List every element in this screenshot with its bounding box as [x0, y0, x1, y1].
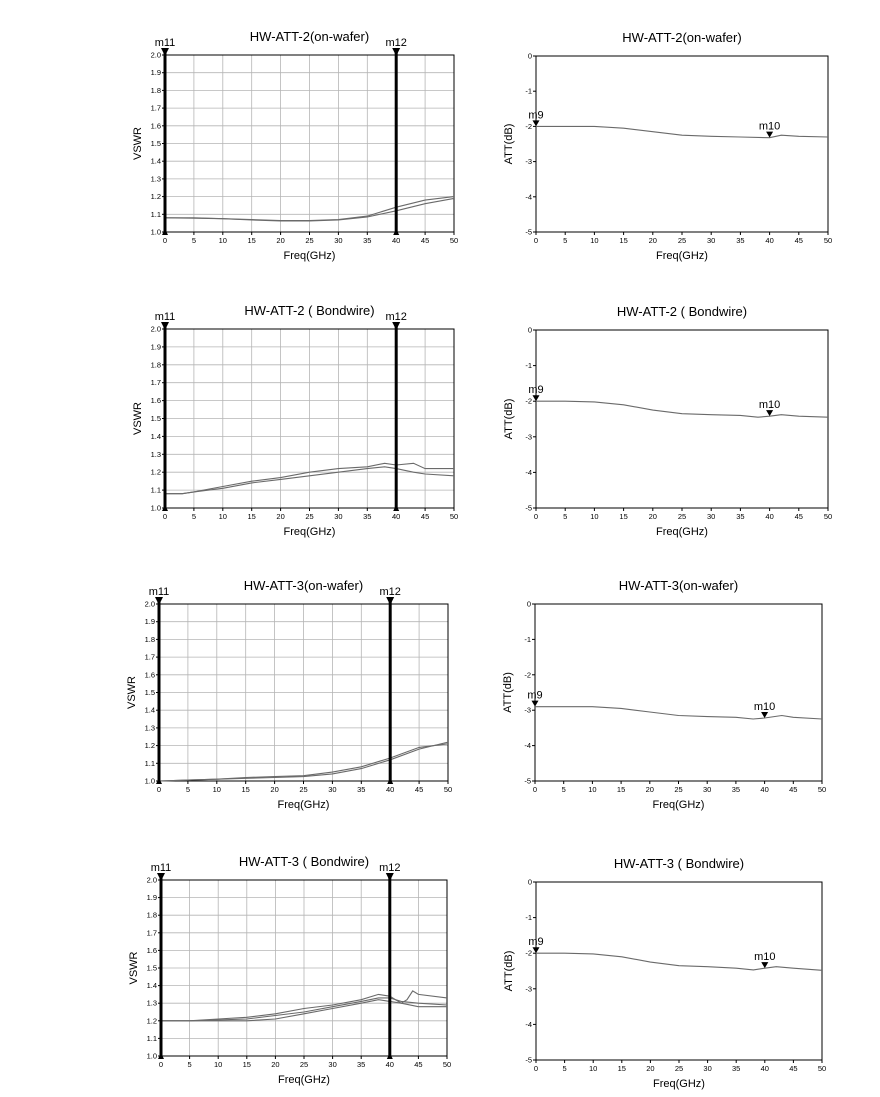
x-tick-label: 20	[646, 1064, 655, 1073]
x-tick-label: 50	[823, 236, 833, 245]
y-tick-label: 1.3	[144, 723, 155, 733]
chart-title: HW-ATT-3 ( Bondwire)	[238, 854, 370, 869]
series-line-1	[535, 707, 822, 719]
x-tick-label: 25	[677, 512, 687, 521]
x-axis-label: Freq(GHz)	[652, 799, 705, 811]
chart-title: HW-ATT-3(on-wafer)	[618, 578, 739, 593]
y-tick-label: -3	[525, 432, 532, 442]
x-tick-label: 15	[617, 1064, 626, 1073]
x-tick-label: 0	[533, 1064, 539, 1073]
x-axis-label: Freq(GHz)	[278, 1074, 330, 1086]
x-tick-label: 45	[420, 512, 430, 521]
x-tick-label: 50	[817, 785, 827, 794]
y-tick-label: 1.8	[150, 360, 161, 370]
x-tick-label: 15	[242, 1060, 251, 1069]
x-tick-label: 25	[305, 236, 314, 245]
y-tick-label: 1.5	[144, 688, 155, 697]
x-tick-label: 30	[707, 512, 716, 521]
y-tick-label: -1	[525, 913, 532, 923]
x-tick-label: 45	[414, 1060, 423, 1069]
x-tick-label: 35	[357, 1060, 366, 1069]
x-axis-label: Freq(GHz)	[283, 250, 336, 262]
x-tick-label: 0	[162, 512, 168, 521]
y-tick-label: 1.7	[144, 652, 155, 662]
x-tick-label: 20	[648, 512, 657, 521]
x-tick-label: 40	[760, 1064, 769, 1073]
x-tick-label: 35	[736, 236, 745, 245]
x-tick-label: 25	[677, 236, 687, 245]
y-tick-label: -1	[524, 634, 531, 644]
y-tick-label: 1.1	[150, 485, 161, 495]
x-tick-label: 30	[334, 236, 343, 245]
y-tick-label: -3	[524, 705, 531, 715]
y-tick-label: 1.8	[146, 910, 157, 920]
x-tick-label: 35	[357, 785, 366, 794]
y-axis-label: VSWR	[132, 402, 144, 435]
x-tick-label: 40	[392, 236, 401, 245]
x-tick-label: 45	[794, 512, 803, 521]
x-tick-label: 35	[731, 785, 741, 794]
chart-title: HW-ATT-2(on-wafer)	[622, 30, 742, 45]
x-tick-label: 10	[218, 512, 227, 521]
marker-label-m9: m9	[527, 689, 543, 702]
marker-label-m12: m12	[385, 37, 407, 49]
x-tick-label: 0	[156, 785, 162, 794]
x-tick-label: 15	[619, 236, 628, 245]
y-tick-label: 1.8	[144, 634, 155, 644]
x-tick-label: 40	[765, 512, 774, 521]
marker-label-m10: m10	[758, 399, 781, 412]
x-tick-label: 35	[363, 512, 372, 521]
x-tick-label: 10	[590, 236, 599, 245]
x-axis-label: Freq(GHz)	[277, 799, 330, 811]
plot-frame	[536, 882, 822, 1060]
x-tick-label: 0	[533, 236, 539, 245]
chart-1	[132, 29, 458, 262]
x-tick-label: 45	[794, 236, 803, 245]
y-tick-label: 1.5	[146, 963, 157, 973]
y-tick-label: -2	[525, 396, 532, 406]
x-tick-label: 5	[561, 785, 566, 794]
y-tick-label: 1.1	[144, 758, 155, 768]
y-axis-label: VSWR	[128, 951, 140, 985]
x-axis-label: Freq(GHz)	[283, 526, 336, 538]
y-tick-label: 1.9	[150, 342, 161, 352]
y-tick-label: 1.2	[150, 192, 161, 202]
x-tick-label: 15	[241, 785, 250, 794]
y-tick-label: 1.6	[144, 670, 155, 680]
x-tick-label: 15	[247, 236, 256, 245]
marker-label-m10: m10	[753, 700, 776, 713]
series-line-1	[536, 953, 822, 970]
y-tick-label: -5	[525, 227, 532, 237]
y-axis-label: ATT(dB)	[503, 398, 515, 440]
x-tick-label: 50	[443, 785, 453, 794]
x-tick-label: 5	[191, 512, 196, 521]
y-tick-label: -4	[525, 192, 532, 202]
y-tick-label: 1.4	[150, 431, 161, 441]
x-tick-label: 40	[760, 785, 769, 794]
chart-title: HW-ATT-2(on-wafer)	[249, 29, 370, 44]
x-tick-label: 10	[588, 785, 597, 794]
marker-label-m11: m11	[154, 37, 176, 49]
y-tick-label: 1.3	[146, 998, 157, 1008]
y-tick-label: 1.0	[146, 1051, 157, 1061]
y-tick-label: 1.9	[146, 893, 157, 903]
x-tick-label: 20	[270, 785, 279, 794]
y-tick-label: 1.5	[150, 414, 161, 423]
y-tick-label: 1.9	[150, 68, 161, 78]
x-tick-label: 10	[214, 1060, 223, 1069]
y-tick-label: -4	[525, 467, 532, 477]
grid	[165, 329, 454, 508]
grid	[165, 55, 454, 232]
marker-label-m9: m9	[528, 109, 544, 122]
x-tick-label: 50	[817, 1064, 827, 1073]
y-tick-label: 1.2	[144, 741, 155, 751]
x-tick-label: 25	[299, 1060, 309, 1069]
x-tick-label: 5	[187, 1060, 192, 1069]
y-tick-label: -3	[525, 157, 532, 167]
y-tick-label: -5	[525, 1055, 532, 1065]
y-tick-label: 1.6	[150, 121, 161, 131]
plot-frame	[535, 604, 822, 781]
x-tick-label: 15	[619, 512, 628, 521]
x-tick-label: 50	[449, 236, 459, 245]
x-tick-label: 30	[703, 1064, 712, 1073]
marker-label-m12: m12	[379, 862, 401, 874]
x-tick-label: 5	[191, 236, 196, 245]
chart-7	[128, 854, 451, 1086]
marker-label-m11: m11	[154, 311, 176, 323]
x-axis-label: Freq(GHz)	[656, 250, 708, 262]
y-tick-label: 1.2	[146, 1016, 157, 1026]
plot-frame	[536, 330, 828, 508]
x-tick-label: 30	[334, 512, 343, 521]
x-tick-label: 30	[328, 1060, 337, 1069]
series-line-1	[536, 401, 828, 417]
y-tick-label: -5	[524, 776, 531, 786]
x-tick-label: 40	[385, 1060, 394, 1069]
chart-title: HW-ATT-3 ( Bondwire)	[613, 856, 745, 871]
x-tick-label: 20	[276, 512, 285, 521]
x-tick-label: 20	[645, 785, 654, 794]
y-tick-label: 1.9	[144, 617, 155, 627]
y-tick-label: 1.0	[150, 227, 161, 237]
x-tick-label: 40	[386, 785, 395, 794]
y-tick-label: 0	[527, 877, 532, 887]
x-tick-label: 10	[589, 1064, 598, 1073]
y-tick-label: -2	[524, 670, 531, 680]
y-tick-label: 0	[527, 51, 532, 61]
y-tick-label: 1.7	[150, 103, 161, 113]
y-axis-label: ATT(dB)	[502, 672, 514, 713]
x-tick-label: 45	[789, 1064, 798, 1073]
x-tick-label: 10	[590, 512, 599, 521]
y-tick-label: -5	[525, 503, 532, 513]
x-tick-label: 50	[823, 512, 833, 521]
y-tick-label: 1.7	[146, 928, 157, 938]
y-tick-label: 0	[526, 599, 531, 609]
y-tick-label: 1.1	[146, 1033, 157, 1043]
y-tick-label: 1.6	[150, 396, 161, 406]
chart-title: HW-ATT-2 ( Bondwire)	[244, 303, 375, 318]
chart-3	[132, 303, 458, 538]
y-tick-label: 1.3	[150, 174, 161, 184]
y-axis-label: VSWR	[126, 676, 138, 709]
x-tick-label: 25	[674, 785, 683, 794]
chart-title: HW-ATT-2 ( Bondwire)	[616, 304, 748, 319]
y-tick-label: 1.4	[146, 981, 157, 991]
y-tick-label: 2.0	[146, 875, 157, 885]
x-tick-label: 5	[563, 512, 568, 521]
marker-label-m10: m10	[758, 120, 781, 133]
x-tick-label: 35	[363, 236, 372, 245]
y-tick-label: -4	[524, 741, 531, 751]
x-tick-label: 45	[414, 785, 424, 794]
x-axis-label: Freq(GHz)	[656, 526, 708, 538]
chart-5	[126, 578, 452, 811]
x-tick-label: 0	[158, 1060, 164, 1069]
y-tick-label: 1.1	[150, 209, 161, 219]
y-tick-label: -2	[525, 121, 532, 131]
y-axis-label: ATT(dB)	[503, 950, 515, 992]
x-tick-label: 5	[562, 1064, 567, 1073]
x-tick-label: 30	[328, 785, 337, 794]
y-tick-label: 1.0	[150, 503, 161, 513]
x-tick-label: 35	[736, 512, 745, 521]
y-tick-label: 1.5	[150, 139, 161, 148]
grid	[161, 880, 447, 1056]
y-axis-label: VSWR	[132, 127, 144, 160]
chart-2	[503, 30, 832, 262]
x-tick-label: 20	[276, 236, 285, 245]
y-tick-label: 1.7	[150, 378, 161, 388]
x-tick-label: 0	[532, 785, 538, 794]
x-tick-label: 25	[674, 1064, 684, 1073]
x-tick-label: 45	[420, 236, 430, 245]
x-tick-label: 50	[449, 512, 459, 521]
x-tick-label: 15	[247, 512, 256, 521]
chart-title: HW-ATT-3(on-wafer)	[243, 578, 364, 593]
x-tick-label: 45	[789, 785, 798, 794]
y-tick-label: 2.0	[150, 50, 161, 60]
marker-label-m11: m11	[150, 862, 172, 874]
x-tick-label: 0	[162, 236, 168, 245]
plot-frame	[536, 56, 828, 232]
marker-label-m12: m12	[385, 311, 407, 323]
x-tick-label: 15	[616, 785, 626, 794]
y-tick-label: 2.0	[150, 324, 161, 334]
x-tick-label: 50	[442, 1060, 452, 1069]
y-tick-label: 1.3	[150, 449, 161, 459]
x-tick-label: 30	[707, 236, 716, 245]
x-tick-label: 40	[765, 236, 774, 245]
y-tick-label: 1.0	[144, 776, 155, 786]
y-tick-label: -1	[525, 86, 532, 96]
y-tick-label: -1	[525, 361, 532, 371]
x-tick-label: 30	[703, 785, 712, 794]
y-tick-label: 2.0	[144, 599, 155, 609]
x-tick-label: 20	[271, 1060, 280, 1069]
x-tick-label: 40	[392, 512, 401, 521]
y-axis-label: ATT(dB)	[503, 123, 515, 165]
x-tick-label: 5	[185, 785, 190, 794]
series-line-1	[536, 126, 828, 137]
x-axis-label: Freq(GHz)	[653, 1078, 705, 1090]
x-tick-label: 0	[533, 512, 539, 521]
y-tick-label: 1.2	[150, 467, 161, 477]
chart-6	[502, 578, 826, 811]
chart-8	[503, 856, 826, 1090]
marker-label-m9: m9	[528, 936, 544, 949]
marker-label-m10: m10	[754, 951, 776, 964]
marker-label-m11: m11	[148, 586, 170, 598]
y-tick-label: 1.8	[150, 85, 161, 95]
x-tick-label: 25	[299, 785, 308, 794]
x-tick-label: 10	[218, 236, 227, 245]
marker-label-m12: m12	[379, 586, 401, 598]
marker-label-m9: m9	[528, 384, 544, 397]
y-tick-label: 0	[527, 325, 532, 335]
y-tick-label: 1.4	[150, 156, 161, 166]
chart-4	[503, 304, 832, 538]
y-tick-label: -2	[525, 948, 532, 958]
x-tick-label: 25	[305, 512, 314, 521]
y-tick-label: 1.6	[146, 945, 157, 955]
y-tick-label: -4	[525, 1019, 532, 1029]
x-tick-label: 35	[732, 1064, 741, 1073]
x-tick-label: 10	[212, 785, 221, 794]
x-tick-label: 20	[648, 236, 657, 245]
x-tick-label: 5	[563, 236, 568, 245]
y-tick-label: -3	[525, 984, 532, 994]
y-tick-label: 1.4	[144, 705, 155, 715]
